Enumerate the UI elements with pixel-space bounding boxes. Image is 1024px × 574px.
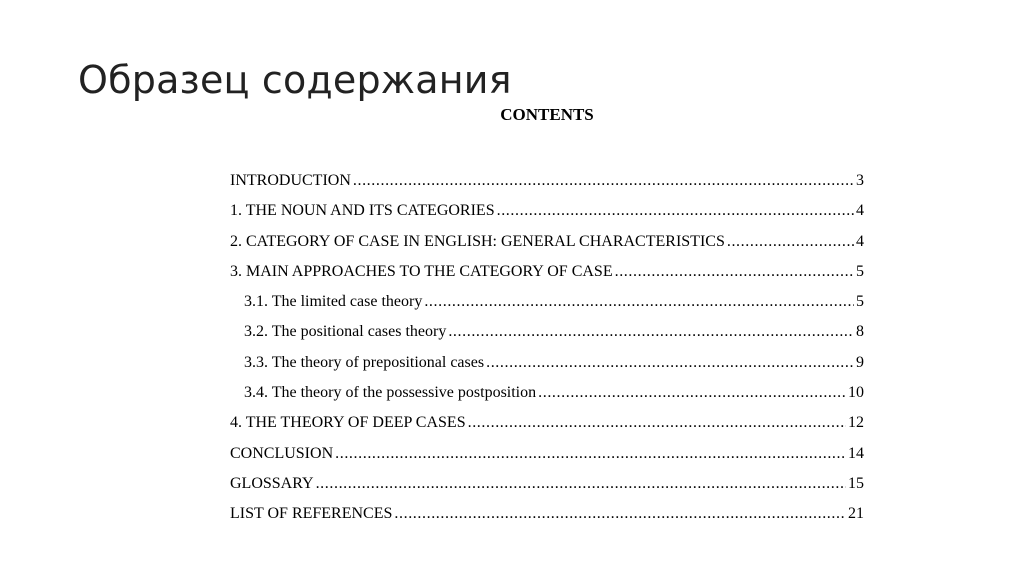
contents-heading: CONTENTS [500, 105, 594, 124]
toc-entry-references [230, 503, 864, 533]
toc-dot-leader [727, 231, 854, 253]
toc-entry-label: 3.3. The theory of prepositional cases [244, 353, 485, 371]
toc-dot-leader [335, 443, 846, 465]
toc-dot-leader [353, 170, 854, 192]
toc-entry-page: 5 [856, 262, 864, 280]
toc-entry-glossary [230, 473, 864, 503]
toc-entry-label: 3.1. The limited case theory [244, 293, 423, 311]
toc-dot-leader [615, 261, 854, 283]
toc-entry-label: INTRODUCTION [230, 172, 351, 189]
toc-entry-main-approaches [230, 261, 864, 291]
toc-entry-category-of-case [230, 231, 864, 261]
slide-title: Образец содержания [78, 58, 512, 102]
toc-entry-positional-cases-theory [230, 321, 864, 351]
toc-entry-label: 4. THE THEORY OF DEEP CASES [230, 414, 466, 432]
toc-dot-leader [448, 321, 854, 343]
toc-entry-page: 15 [848, 474, 864, 492]
toc-dot-leader [538, 382, 846, 404]
toc-entry-label: GLOSSARY [230, 474, 314, 492]
toc-entry-page: 3 [856, 172, 864, 189]
toc-entry-page: 10 [848, 384, 864, 402]
toc-entry-page: 8 [856, 323, 864, 341]
table-of-contents [230, 170, 864, 534]
toc-entry-label: 3. MAIN APPROACHES TO THE CATEGORY OF CASE [230, 262, 613, 280]
toc-entry-page: 5 [856, 293, 864, 311]
toc-dot-leader [316, 473, 846, 495]
toc-entry-prepositional-cases [230, 352, 864, 382]
toc-entry-label: LIST OF REFERENCES [230, 505, 393, 523]
toc-dot-leader [394, 503, 846, 525]
toc-entry-page: 4 [856, 202, 864, 220]
toc-entry-label: 1. THE NOUN AND ITS CATEGORIES [230, 202, 495, 220]
toc-entry-label: 3.4. The theory of the possessive postposition [244, 384, 537, 402]
toc-entry-page: 14 [848, 444, 864, 462]
toc-entry-page: 12 [848, 414, 864, 432]
toc-entry-conclusion [230, 443, 864, 473]
toc-entry-introduction [230, 170, 864, 200]
toc-entry-page: 4 [856, 232, 864, 250]
toc-entry-noun-categories [230, 200, 864, 230]
toc-entry-label: 3.2. The positional cases theory [244, 323, 447, 341]
toc-dot-leader [486, 352, 854, 374]
toc-dot-leader [497, 200, 854, 222]
toc-entry-deep-cases [230, 412, 864, 442]
toc-entry-page: 9 [856, 353, 864, 371]
toc-entry-page: 21 [848, 505, 864, 523]
toc-dot-leader [468, 412, 846, 434]
toc-entry-label: 2. CATEGORY OF CASE IN ENGLISH: GENERAL CHARACTERISTICS [230, 232, 725, 250]
toc-dot-leader [424, 291, 854, 313]
toc-entry-label: CONCLUSION [230, 444, 334, 462]
toc-entry-limited-case-theory [230, 291, 864, 321]
toc-entry-possessive-postposition [230, 382, 864, 412]
